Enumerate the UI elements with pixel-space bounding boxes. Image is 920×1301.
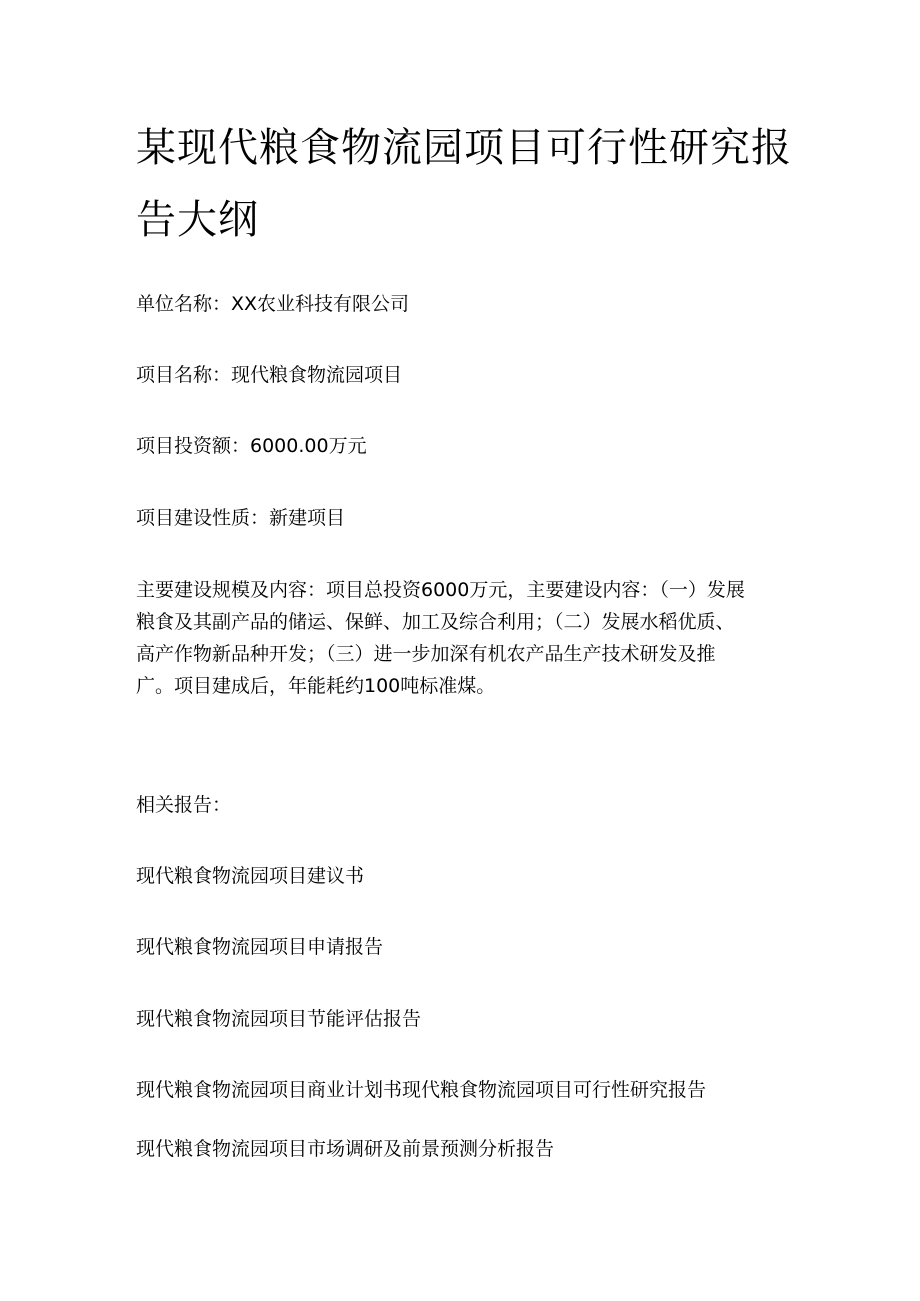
investment-field: 项目投资额：6000.00万元 [136,435,367,457]
related-report-item: 现代粮食物流园项目建议书 [136,865,365,887]
related-report-item: 现代粮食物流园项目节能评估报告 [136,1008,422,1030]
scope-line: 高产作物新品种开发；（三）进一步加深有机农产品生产技术研发及推 [136,643,716,665]
scope-line: 粮食及其副产品的储运、保鲜、加工及综合利用；（二）发展水稻优质、 [136,611,735,633]
related-report-item: 现代粮食物流园项目商业计划书现代粮食物流园项目可行性研究报告 [136,1079,707,1101]
scope-line: 广。项目建成后，年能耗约100吨标准煤。 [136,675,496,697]
unit-name-field: 单位名称：XX农业科技有限公司 [136,293,410,315]
construction-scope-paragraph [136,574,786,702]
project-name-field: 项目名称：现代粮食物流园项目 [136,364,403,386]
related-report-item: 现代粮食物流园项目申请报告 [136,936,384,958]
related-reports-heading: 相关报告： [136,794,232,816]
scope-line: 主要建设规模及内容：项目总投资6000万元，主要建设内容：（一）发展 [136,579,745,601]
related-report-item: 现代粮食物流园项目市场调研及前景预测分析报告 [136,1138,555,1160]
document-title: 某现代粮食物流园项目可行性研究报告大纲 [136,125,792,243]
construction-nature-field: 项目建设性质：新建项目 [136,507,346,529]
